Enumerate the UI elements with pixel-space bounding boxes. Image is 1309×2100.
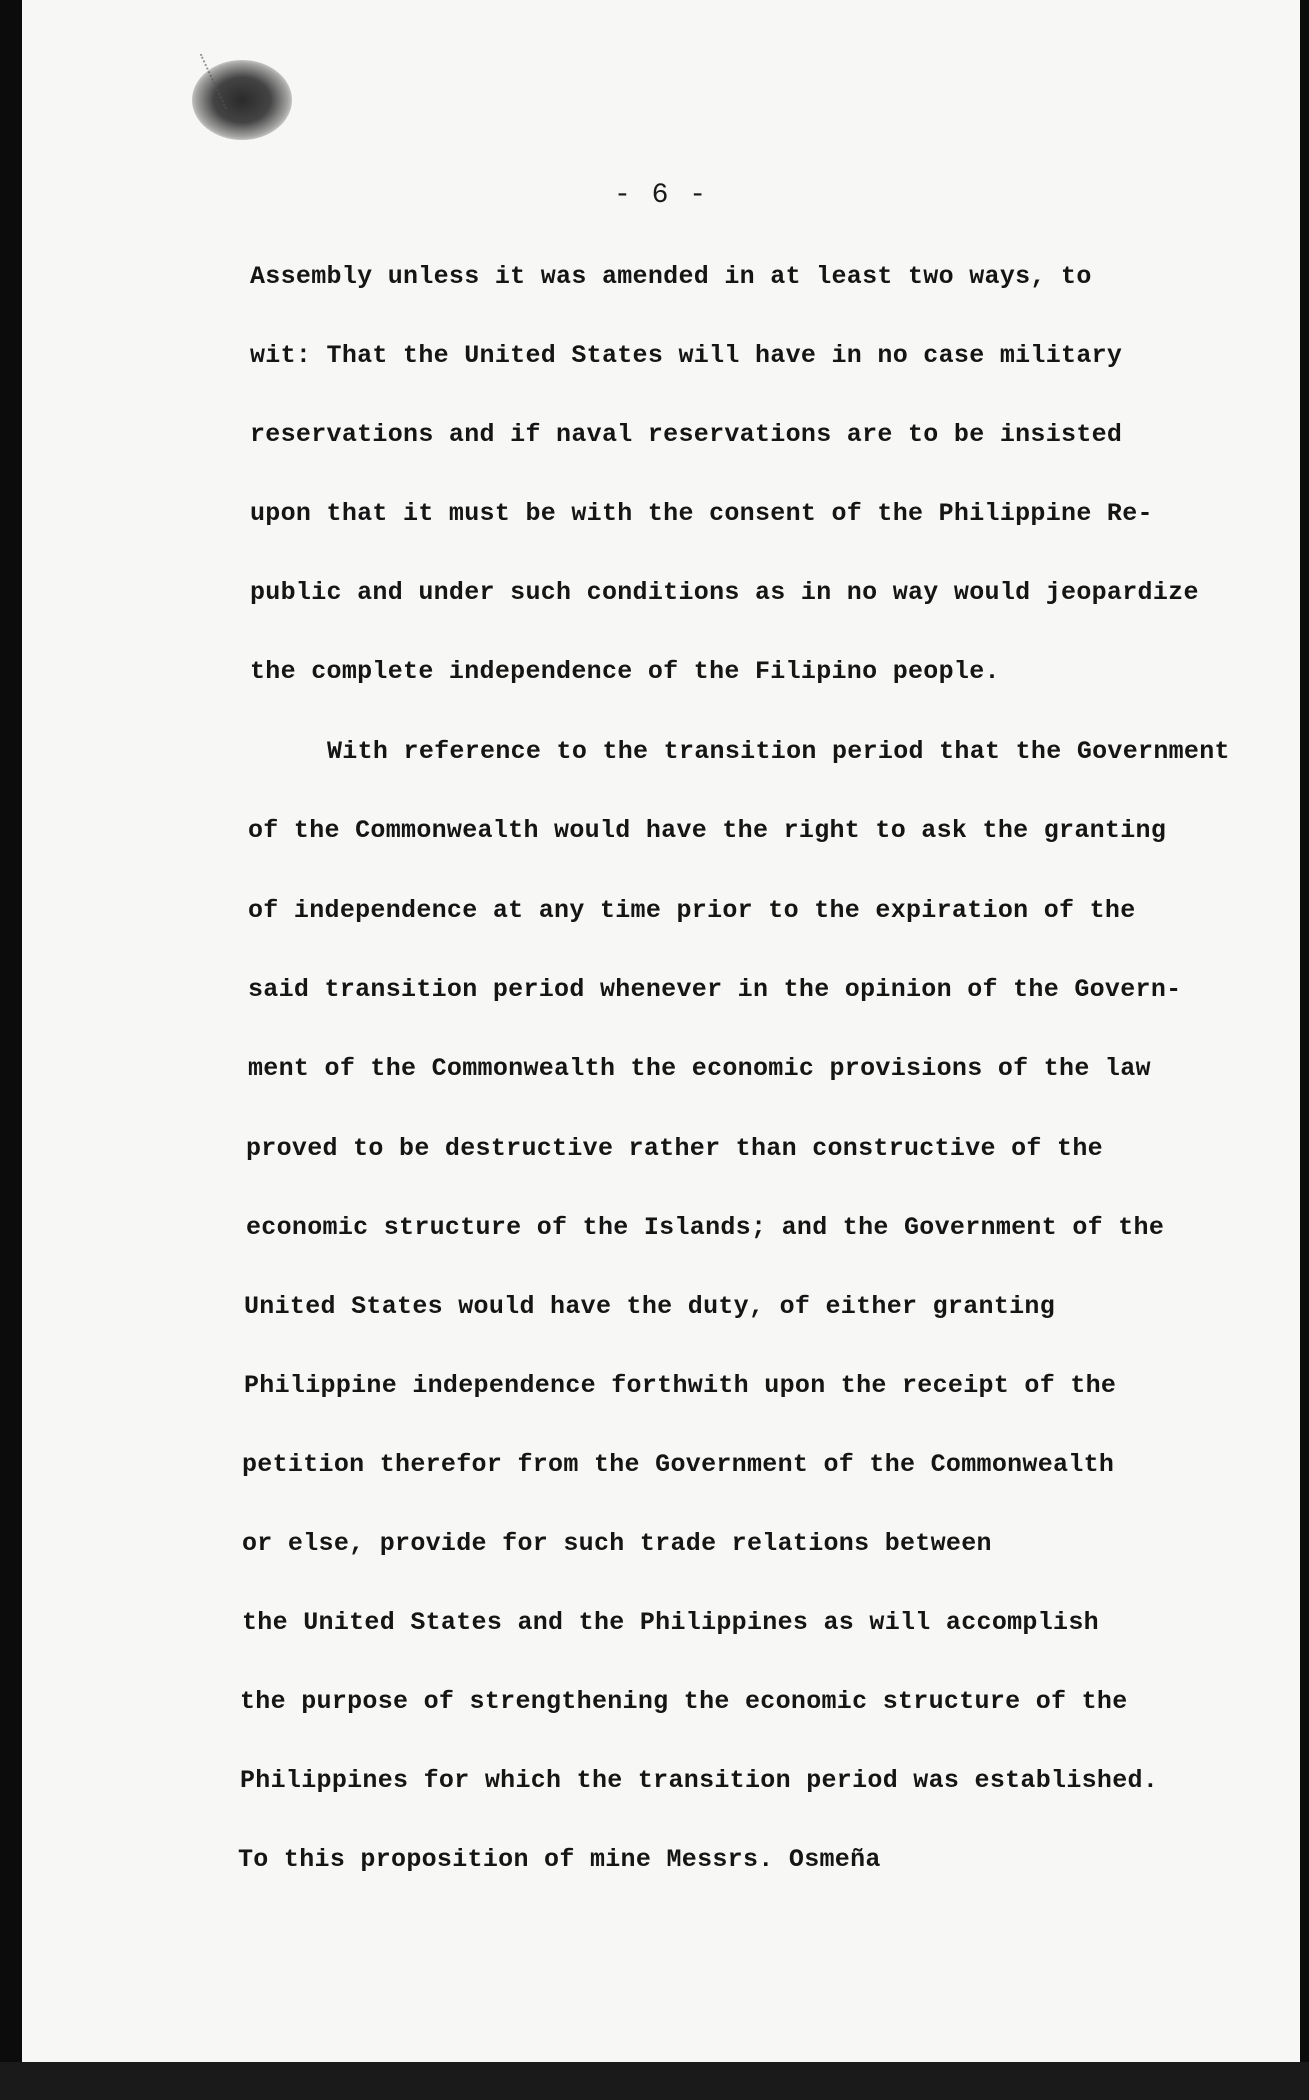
- document-page: [22, 0, 1300, 2062]
- scan-border: [0, 2062, 1309, 2100]
- text-line: the United States and the Philippines as will accomplish: [242, 1608, 1099, 1637]
- text-line: United States would have the duty, of either granting: [244, 1292, 1056, 1321]
- text-line: upon that it must be with the consent of the Philippine Re-: [250, 499, 1153, 528]
- text-line: Philippine independence forthwith upon the receipt of the: [244, 1371, 1117, 1400]
- text-line: the complete independence of the Filipino people.: [250, 657, 1000, 686]
- text-line: To this proposition of mine Messrs. Osmeña: [238, 1845, 881, 1874]
- text-line: said transition period whenever in the opinion of the Govern-: [248, 975, 1182, 1004]
- text-line: ment of the Commonwealth the economic provisions of the law: [248, 1054, 1151, 1083]
- text-line: public and under such conditions as in no way would jeopardize: [250, 578, 1199, 607]
- text-line: of independence at any time prior to the expiration of the: [248, 896, 1136, 925]
- text-line: Philippines for which the transition period was established.: [240, 1766, 1159, 1795]
- text-line: the purpose of strengthening the economic structure of the: [240, 1687, 1128, 1716]
- text-line: proved to be destructive rather than constructive of the: [246, 1134, 1103, 1163]
- text-line: Assembly unless it was amended in at least two ways, to: [250, 262, 1092, 291]
- text-line: With reference to the transition period that the Government: [327, 737, 1230, 766]
- text-line: of the Commonwealth would have the right to ask the granting: [248, 816, 1167, 845]
- text-line: wit: That the United States will have in no case military: [250, 341, 1123, 370]
- page-number: - 6 -: [613, 180, 708, 211]
- text-line: petition therefor from the Government of the Commonwealth: [242, 1450, 1115, 1479]
- text-line: economic structure of the Islands; and the Government of the: [246, 1213, 1165, 1242]
- text-line: reservations and if naval reservations are to be insisted: [250, 420, 1123, 449]
- text-line: or else, provide for such trade relations between: [242, 1529, 992, 1558]
